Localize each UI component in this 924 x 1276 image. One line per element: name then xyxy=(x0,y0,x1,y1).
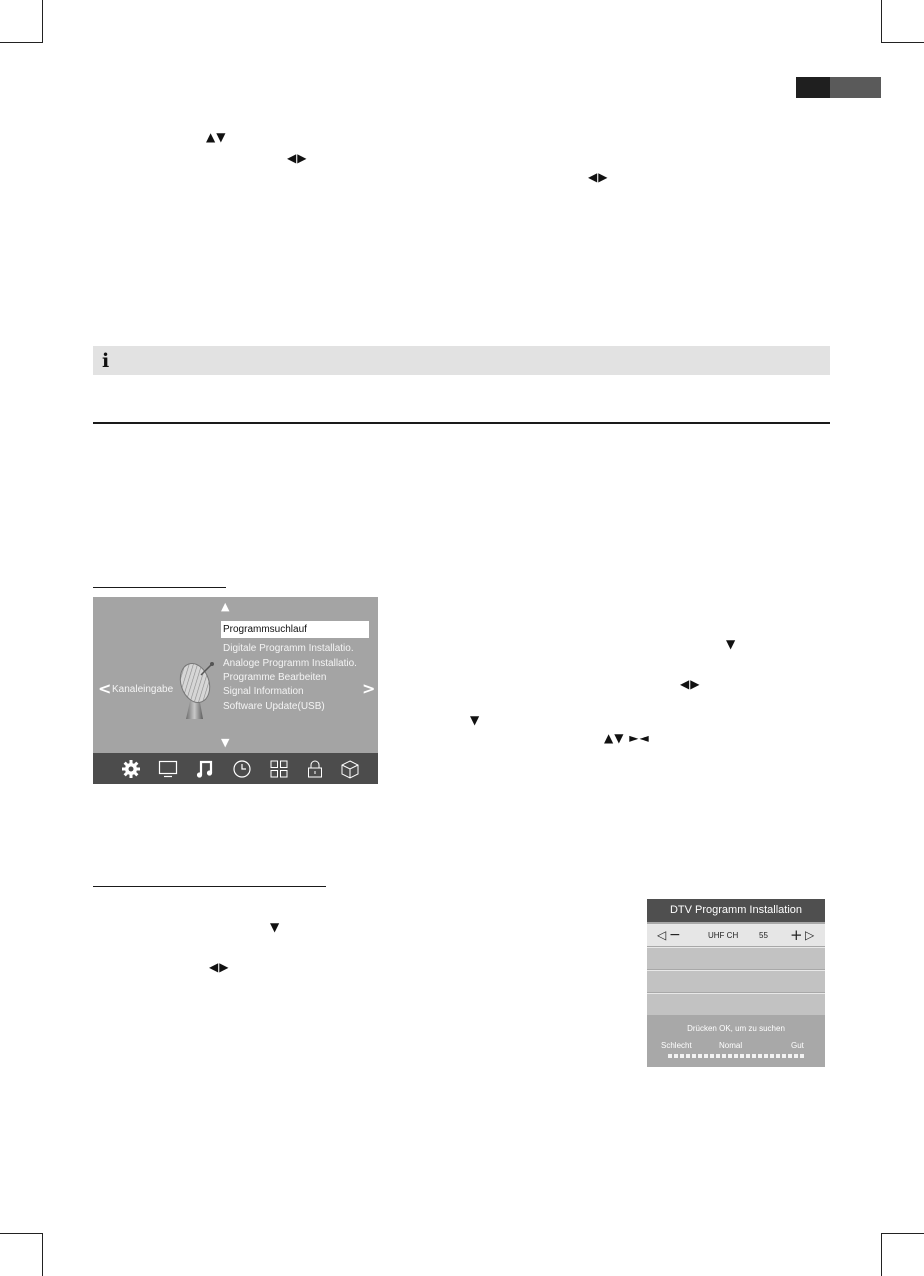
lock-icon[interactable] xyxy=(304,759,326,779)
down-arrow-icon: ▼ xyxy=(726,637,737,651)
signal-label-normal: Nomal xyxy=(719,1041,743,1050)
crop-mark xyxy=(882,1233,924,1234)
gear-icon[interactable] xyxy=(120,759,142,779)
satellite-dish-icon xyxy=(177,661,219,721)
dtv-info-row xyxy=(647,947,825,969)
up-down-arrow-icon: ▲▼ xyxy=(206,130,227,144)
band-label: UHF CH xyxy=(708,931,739,940)
menu-next-arrow[interactable]: > xyxy=(362,679,376,698)
menu-item-edit-programs[interactable]: Programme Bearbeiten xyxy=(223,672,327,683)
channel-right-icon[interactable]: ▷ xyxy=(805,928,815,942)
grid-icon[interactable] xyxy=(268,759,290,779)
crop-mark xyxy=(42,0,43,43)
channel-selector-row[interactable] xyxy=(647,924,825,946)
crop-mark xyxy=(0,42,42,43)
menu-item-software-update[interactable]: Software Update(USB) xyxy=(223,701,325,712)
scroll-down-icon: ▼ xyxy=(221,736,230,749)
heading-underline xyxy=(93,587,226,588)
left-right-arrow-icon: ◀▶ xyxy=(588,170,609,184)
menu-item-analog-install[interactable]: Analoge Programm Installatio. xyxy=(223,658,357,669)
plus-icon[interactable]: + xyxy=(790,926,803,944)
crop-mark xyxy=(882,42,924,43)
crop-mark xyxy=(0,1233,42,1234)
menu-item-digital-install[interactable]: Digitale Programm Installatio. xyxy=(223,643,354,654)
navigation-arrows-icon: ▲▼ ►◄ xyxy=(604,731,650,745)
menu-item-signal-info[interactable]: Signal Information xyxy=(223,686,304,697)
left-right-arrow-icon: ◀▶ xyxy=(287,151,308,165)
signal-strength-bar xyxy=(668,1054,804,1058)
dtv-installation-screen xyxy=(647,899,825,1067)
dtv-title: DTV Programm Installation xyxy=(647,899,825,922)
channel-number: 55 xyxy=(759,931,768,940)
signal-label-good: Gut xyxy=(791,1041,804,1050)
info-note-bar xyxy=(93,346,830,375)
crop-mark xyxy=(881,1233,882,1276)
main-menu-screen xyxy=(93,597,378,784)
left-right-arrow-icon: ◀▶ xyxy=(680,677,701,691)
box-icon[interactable] xyxy=(339,759,361,779)
clock-icon[interactable] xyxy=(231,759,253,779)
crop-mark xyxy=(881,0,882,43)
heading-underline xyxy=(93,886,326,887)
language-tab-active xyxy=(796,77,830,98)
crop-mark xyxy=(42,1233,43,1276)
dtv-info-row xyxy=(647,970,825,992)
menu-item-programmsuchlauf[interactable]: Programmsuchlauf xyxy=(221,621,369,638)
dtv-info-row xyxy=(647,993,825,1015)
info-icon: i xyxy=(102,350,110,372)
language-tab xyxy=(830,77,881,98)
left-right-arrow-icon: ◀▶ xyxy=(209,960,230,974)
search-hint: Drücken OK, um zu suchen xyxy=(687,1024,785,1033)
scroll-up-icon: ▲ xyxy=(221,600,230,613)
section-divider xyxy=(93,422,830,424)
monitor-icon[interactable] xyxy=(157,759,179,779)
menu-side-label: Kanaleingabe xyxy=(112,684,174,695)
down-arrow-icon: ▼ xyxy=(470,713,481,727)
signal-label-bad: Schlecht xyxy=(661,1041,692,1050)
minus-icon[interactable]: − xyxy=(669,927,681,943)
down-arrow-icon: ▼ xyxy=(270,920,281,934)
music-note-icon[interactable] xyxy=(194,759,216,779)
menu-prev-arrow[interactable]: < xyxy=(98,679,112,698)
channel-left-icon[interactable]: ◁ xyxy=(657,928,667,942)
